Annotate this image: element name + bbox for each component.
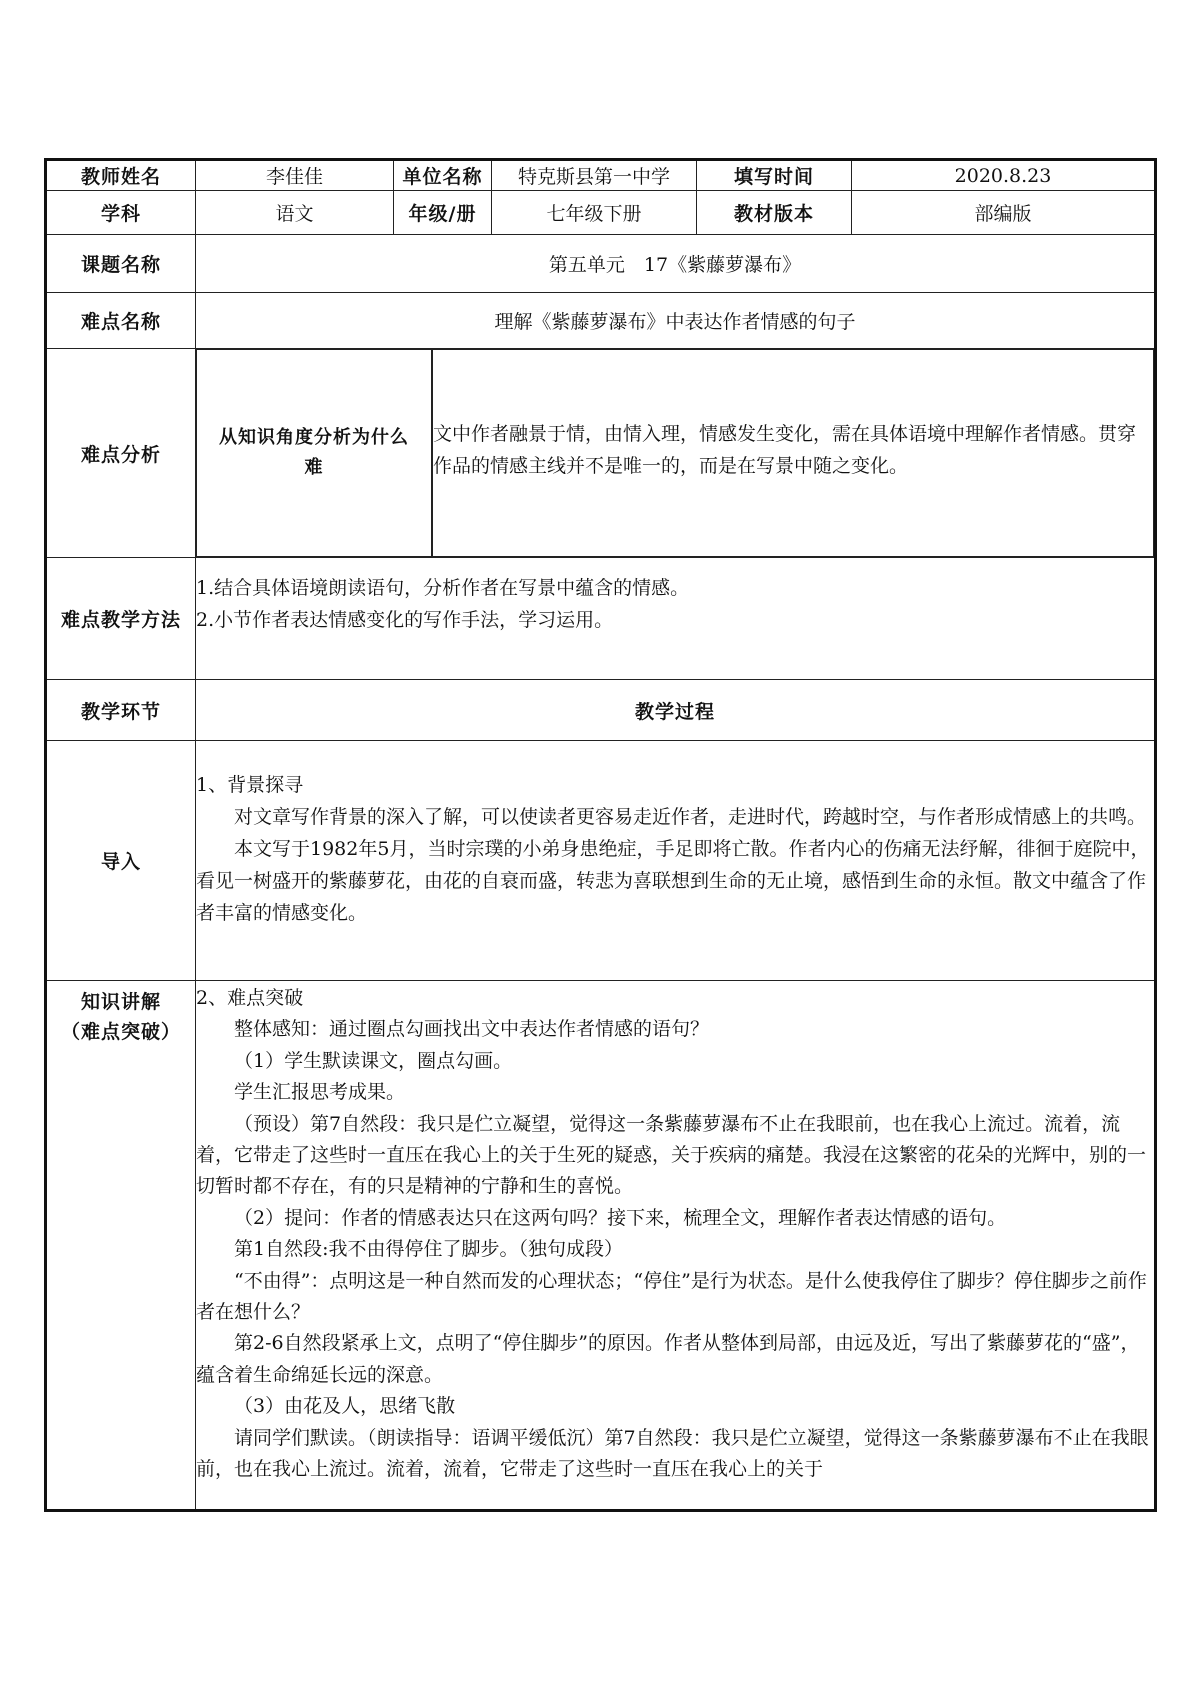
intro-heading: 1、背景探寻 bbox=[196, 774, 304, 796]
subject-value: 语文 bbox=[196, 191, 394, 235]
teacher-value: 李佳佳 bbox=[196, 160, 394, 191]
row-difficulty bbox=[46, 293, 1156, 349]
knowledge-line-3: 学生汇报思考成果。 bbox=[234, 1081, 406, 1104]
method-line-2: 2.小节作者表达情感变化的写作手法，学习运用。 bbox=[196, 609, 614, 631]
knowledge-cell bbox=[196, 981, 1156, 1511]
row-method bbox=[46, 558, 1156, 680]
row-analysis bbox=[46, 349, 1156, 558]
unit-value: 特克斯县第一中学 bbox=[492, 160, 697, 191]
row-teacher bbox=[46, 160, 1156, 191]
method-label: 难点教学方法 bbox=[46, 558, 196, 680]
process-value: 教学过程 bbox=[196, 680, 1156, 741]
grade-value: 七年级下册 bbox=[492, 191, 697, 235]
knowledge-line-10: 请同学们默读。（朗读指导：语调平缓低沉）第7自然段：我只是伫立凝望，觉得这一条紫藤萝瀑布不止在我眼前，也在我心上流过。流着，流着，它带走了这些时一直压在我心上的关于 bbox=[196, 1426, 1149, 1481]
date-label: 填写时间 bbox=[697, 160, 852, 191]
grade-label: 年级/册 bbox=[394, 191, 492, 235]
lesson-plan-sheet bbox=[44, 158, 1154, 1512]
row-topic bbox=[46, 235, 1156, 293]
knowledge-line-6: 第1自然段:我不由得停住了脚步。（独句成段） bbox=[234, 1238, 623, 1261]
intro-cell bbox=[196, 741, 1156, 981]
row-subject bbox=[46, 191, 1156, 235]
knowledge-line-8: 第2-6自然段紧承上文，点明了“停住脚步”的原因。作者从整体到局部，由远及近，写出了紫藤萝花的“盛”，蕴含着生命绵延长远的深意。 bbox=[196, 1332, 1140, 1386]
knowledge-label-2: （难点突破） bbox=[60, 1021, 181, 1043]
lesson-plan-table bbox=[44, 158, 1157, 1512]
difficulty-label: 难点名称 bbox=[46, 293, 196, 349]
intro-paragraph-1: 对文章写作背景的深入了解，可以使读者更容易走近作者，走进时代，跨越时空，与作者形成情感上的共鸣。 bbox=[234, 806, 1147, 828]
knowledge-label-1: 知识讲解 bbox=[80, 991, 161, 1013]
knowledge-line-2: （1）学生默读课文，圈点勾画。 bbox=[234, 1049, 513, 1072]
topic-label: 课题名称 bbox=[46, 235, 196, 293]
analysis-sub-label: 从知识角度分析为什么难 bbox=[197, 350, 433, 557]
unit-label: 单位名称 bbox=[394, 160, 492, 191]
topic-value: 第五单元 17《紫藤萝瀑布》 bbox=[196, 235, 1156, 293]
row-process-header bbox=[46, 680, 1156, 741]
subject-label: 学科 bbox=[46, 191, 196, 235]
process-label: 教学环节 bbox=[46, 680, 196, 741]
knowledge-line-9: （3）由花及人，思绪飞散 bbox=[234, 1395, 456, 1418]
knowledge-label-cell bbox=[46, 981, 196, 1511]
row-knowledge bbox=[46, 981, 1156, 1511]
method-line-1: 1.结合具体语境朗读语句，分析作者在写景中蕴含的情感。 bbox=[196, 577, 690, 599]
knowledge-line-1: 整体感知：通过圈点勾画找出文中表达作者情感的语句？ bbox=[234, 1018, 710, 1041]
edition-value: 部编版 bbox=[852, 191, 1156, 235]
analysis-inner bbox=[196, 349, 1154, 557]
knowledge-line-7: “不由得”：点明这是一种自然而发的心理状态；“停住”是行为状态。是什么使我停住了脚步？停住脚步之前作者在想什么？ bbox=[196, 1269, 1147, 1324]
analysis-label: 难点分析 bbox=[46, 349, 196, 558]
analysis-cell bbox=[196, 349, 1156, 558]
intro-paragraph-2: 本文写于1982年5月，当时宗璞的小弟身患绝症，手足即将亡散。作者内心的伤痛无法纾解，徘徊于庭院中，看见一树盛开的紫藤萝花，由花的自衰而盛，转悲为喜联想到生命的无止境，感悟到生命的永恒。散文中蕴含了作者丰富的情感变化。 bbox=[196, 838, 1150, 924]
intro-label: 导入 bbox=[46, 741, 196, 981]
teacher-label: 教师姓名 bbox=[46, 160, 196, 191]
method-cell bbox=[196, 558, 1156, 680]
date-value: 2020.8.23 bbox=[852, 160, 1156, 191]
knowledge-heading: 2、难点突破 bbox=[196, 987, 304, 1009]
edition-label: 教材版本 bbox=[697, 191, 852, 235]
difficulty-value: 理解《紫藤萝瀑布》中表达作者情感的句子 bbox=[196, 293, 1156, 349]
analysis-text: 文中作者融景于情，由情入理，情感发生变化，需在具体语境中理解作者情感。贯穿作品的情感主线并不是唯一的，而是在写景中随之变化。 bbox=[432, 350, 1154, 557]
knowledge-line-5: （2）提问：作者的情感表达只在这两句吗？接下来，梳理全文，理解作者表达情感的语句。 bbox=[234, 1206, 1007, 1229]
row-intro bbox=[46, 741, 1156, 981]
knowledge-line-4: （预设）第7自然段：我只是伫立凝望，觉得这一条紫藤萝瀑布不止在我眼前，也在我心上流过。流着，流着，它带走了这些时一直压在我心上的关于生死的疑惑，关于疾病的痛楚。我浸在这繁密的花朵的光辉中，别的一切暂时都不存在，有的只是精神的宁静和生的喜悦。 bbox=[196, 1112, 1147, 1198]
